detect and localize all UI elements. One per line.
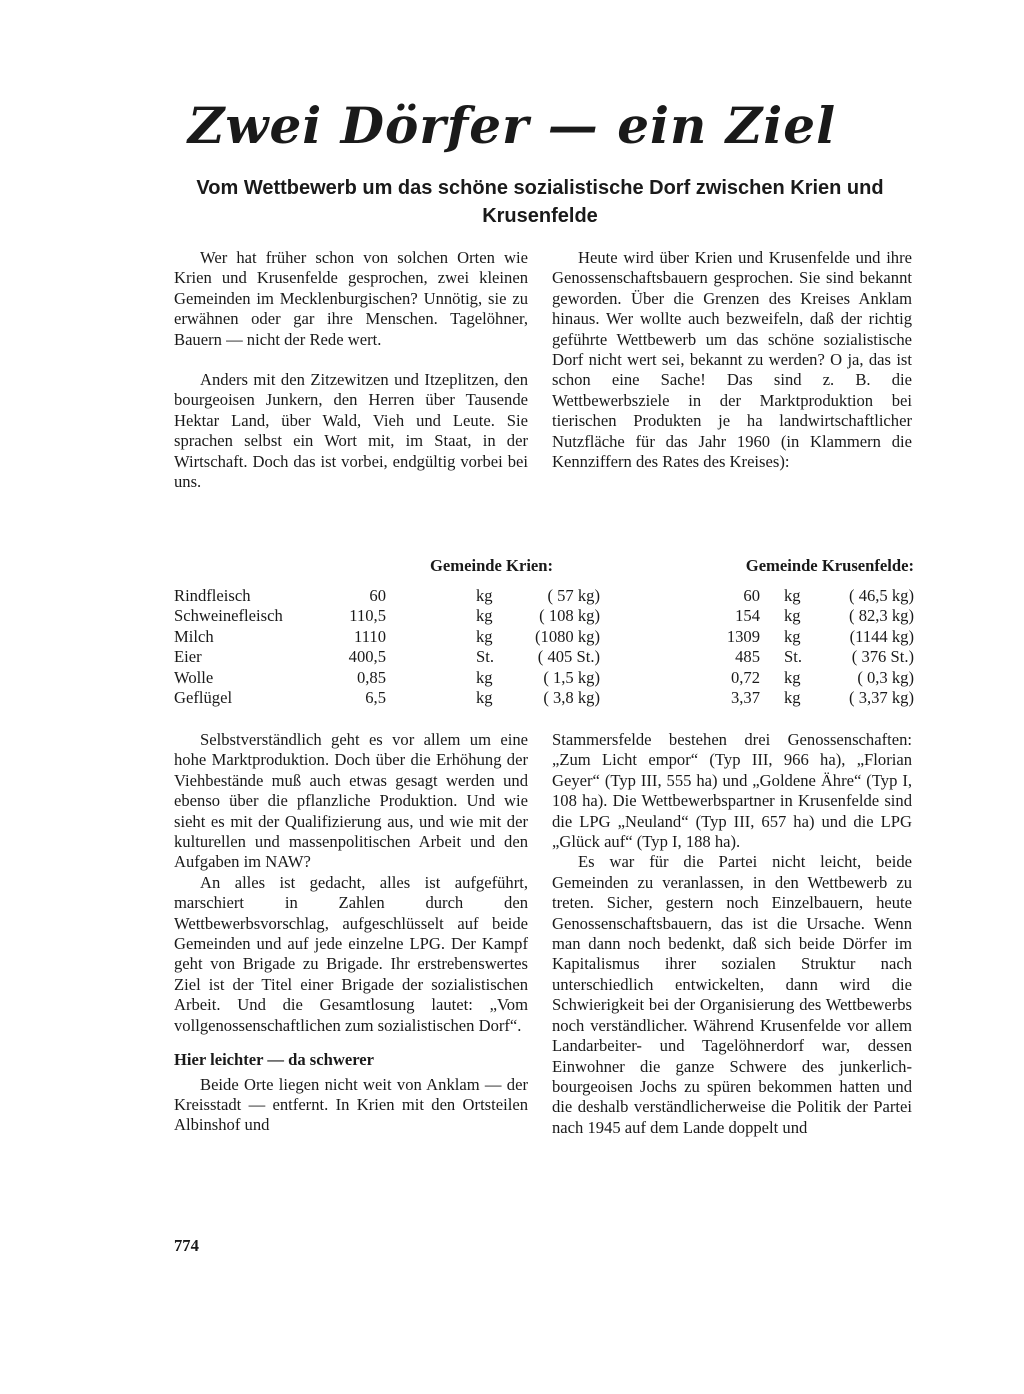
- product-name: Eier: [174, 647, 202, 667]
- table-row: [174, 647, 914, 667]
- krusenfelde-target: ( 82,3 kg): [849, 606, 914, 626]
- krien-target: ( 405 St.): [537, 647, 600, 667]
- text-column-1: [174, 248, 528, 492]
- header-krien: Gemeinde Krien:: [430, 556, 554, 575]
- krien-value: 0,85: [356, 667, 386, 687]
- krien-unit: kg: [476, 586, 493, 605]
- krien-target: ( 1,5 kg): [543, 667, 600, 687]
- krien-value: 110,5: [349, 606, 386, 626]
- krusenfelde-value: 60: [743, 586, 760, 605]
- krusenfelde-unit: kg: [784, 667, 801, 687]
- krien-target: (1080 kg): [535, 626, 600, 646]
- product-name: Wolle: [174, 667, 214, 687]
- krusenfelde-unit: kg: [784, 586, 801, 605]
- text-column-3: [174, 730, 528, 1136]
- krien-unit: kg: [476, 687, 493, 707]
- table-row: [174, 627, 914, 647]
- krien-value: 400,5: [348, 647, 386, 667]
- krusenfelde-target: ( 46,5 kg): [849, 586, 914, 605]
- krien-value: 6,5: [365, 687, 386, 707]
- paragraph: Wer hat früher schon von solchen Orten wie Krien und Krusenfelde gesprochen, zwei kleinen Gemeinden im Mecklenburgischen? Unnötig, sie zu erwähnen oder gar ihre Menschen. Tagelöhner, Bauern — nicht der Rede wert.: [174, 248, 528, 349]
- paragraph: Beide Orte liegen nicht weit von Anklam — der Kreisstadt — entfernt. In Krien mit den Ortsteilen Albinshof und: [174, 1074, 528, 1135]
- krusenfelde-unit: kg: [784, 626, 801, 646]
- paragraph: Stammersfelde bestehen drei Genossenschaften: „Zum Licht empor“ (Typ III, 966 ha), „Florian Geyer“ (Typ III, 555 ha) und „Goldene Ähre“ (Typ I, 108 ha). Die Wettbewerbspartner in Krusenfelde sind die LPG „Neuland“ (Typ III, 657 ha) und die LPG „Glück auf“ (Typ I, 188 ha).: [552, 730, 912, 852]
- article-subtitle: Vom Wettbewerb um das schöne sozialistische Dorf zwischen Krien und Krusenfelde: [196, 177, 884, 227]
- krien-unit: kg: [476, 606, 493, 626]
- product-name: Rindfleisch: [174, 586, 251, 605]
- krusenfelde-unit: kg: [784, 606, 801, 626]
- krusenfelde-value: 154: [735, 606, 760, 626]
- krusenfelde-value: 0,72: [730, 667, 760, 687]
- product-name: Geflügel: [174, 687, 233, 707]
- krusenfelde-target: (1144 kg): [849, 626, 914, 646]
- table-row: [174, 688, 914, 708]
- table-row: [174, 586, 914, 606]
- section-heading: Hier leichter — da schwerer: [174, 1050, 374, 1070]
- krien-value: 60: [369, 586, 386, 605]
- krien-target: ( 57 kg): [547, 586, 600, 605]
- text-column-2: [552, 248, 912, 472]
- text-column-4: [552, 730, 912, 1138]
- paragraph: Selbstverständlich geht es vor allem um eine hohe Marktproduktion. Doch über die Erhöhung der Viehbestände muß auch etwas gesagt werden und ebenso über die pflanzliche Produktion. Und wie sieht es mit der Qualifizierung aus, und wie mit der kulturellen und massenpolitischen Arbeit und den Aufgaben im NAW?: [174, 730, 528, 872]
- page-number: 774: [174, 1236, 199, 1255]
- article-title: Zwei Dörfer — ein Ziel: [187, 96, 837, 155]
- paragraph: Anders mit den Zitzewitzen und Itzeplitzen, den bourgeoisen Junkern, den Herren über Tausende Hektar Land, über Wald, Vieh und Leute. Sie sprachen selbst ein Wort mit, im Staat, in der Wirtschaft. Doch das ist vorbei, endgültig vorbei bei uns.: [174, 370, 528, 492]
- krien-target: ( 3,8 kg): [543, 687, 600, 707]
- paragraph: Es war für die Partei nicht leicht, beide Gemeinden zu veranlassen, in den Wettbewerb zu treten. Sicher, gestern noch Einzelbauern, heute Genossenschaftsbauern, das ist die Ursache. Wenn man dann noch bedenkt, daß sich beide Dörfer im Kapitalismus ihrer sozialen Struktur nach unterschiedlich entwickelten, dann wird die Schwierigkeit bei der Organisierung des Wettbewerbs noch verständlicher. Während Krusenfelde vor allem Landarbeiter- und Tagelöhnerdorf war, dessen Einwohner die ganze Schwere des junkerlich-bourgeoisen Jochs zu spüren bekommen hatten und die deshalb verständlicherweise die Politik der Partei nach 1945 auf dem Lande doppelt und: [552, 852, 912, 1137]
- krusenfelde-target: ( 0,3 kg): [857, 667, 914, 687]
- krusenfelde-target: ( 3,37 kg): [849, 687, 914, 707]
- paragraph: Heute wird über Krien und Krusenfelde und ihre Genossenschaftsbauern gesprochen. Sie sind bekannt geworden. Über die Grenzen des Kreises Anklam hinaus. Wer wollte auch bezweifeln, daß der richtig geführte Wettbewerb um das schöne sozialistische Dorf nicht wert sei, bekannt zu werden? O ja, das ist schon eine Sache! Das sind z. B. die Wettbewerbsziele in der Marktproduktion bei tierischen Produkten je ha landwirtschaftlicher Nutzfläche für das Jahr 1960 (in Klammern die Kennziffern des Rates des Kreises):: [552, 248, 912, 472]
- krusenfelde-unit: St.: [784, 647, 802, 667]
- krien-value: 1110: [354, 626, 386, 646]
- krien-unit: kg: [476, 667, 493, 687]
- krusenfelde-value: 3,37: [730, 687, 760, 707]
- krusenfelde-value: 485: [735, 647, 760, 667]
- header-krusenfelde: Gemeinde Krusenfelde:: [745, 556, 914, 575]
- table-row: [174, 668, 914, 688]
- table-header: [174, 556, 914, 586]
- table-row: [174, 606, 914, 626]
- production-table: [174, 556, 914, 708]
- product-name: Schweinefleisch: [174, 606, 283, 626]
- paragraph: An alles ist gedacht, alles ist aufgeführt, marschiert in Zahlen durch den Wettbewerbsvorschlag, aufgeschlüsselt auf beide Gemeinden und auf jede einzelne LPG. Der Kampf geht von Brigade zu Brigade. Ihr erstrebenswertes Ziel ist der Titel einer Brigade der sozialistischen Arbeit. Und die Gesamtlosung lautet: „Vom vollgenossenschaftlichen zum sozialistischen Dorf“.: [174, 872, 528, 1035]
- krien-unit: kg: [476, 626, 493, 646]
- product-name: Milch: [174, 626, 214, 646]
- krusenfelde-target: ( 376 St.): [851, 647, 914, 667]
- krien-target: ( 108 kg): [539, 606, 600, 626]
- table-body: [174, 586, 914, 708]
- krusenfelde-unit: kg: [784, 687, 801, 707]
- krien-unit: St.: [476, 647, 494, 667]
- krusenfelde-value: 1309: [726, 626, 760, 646]
